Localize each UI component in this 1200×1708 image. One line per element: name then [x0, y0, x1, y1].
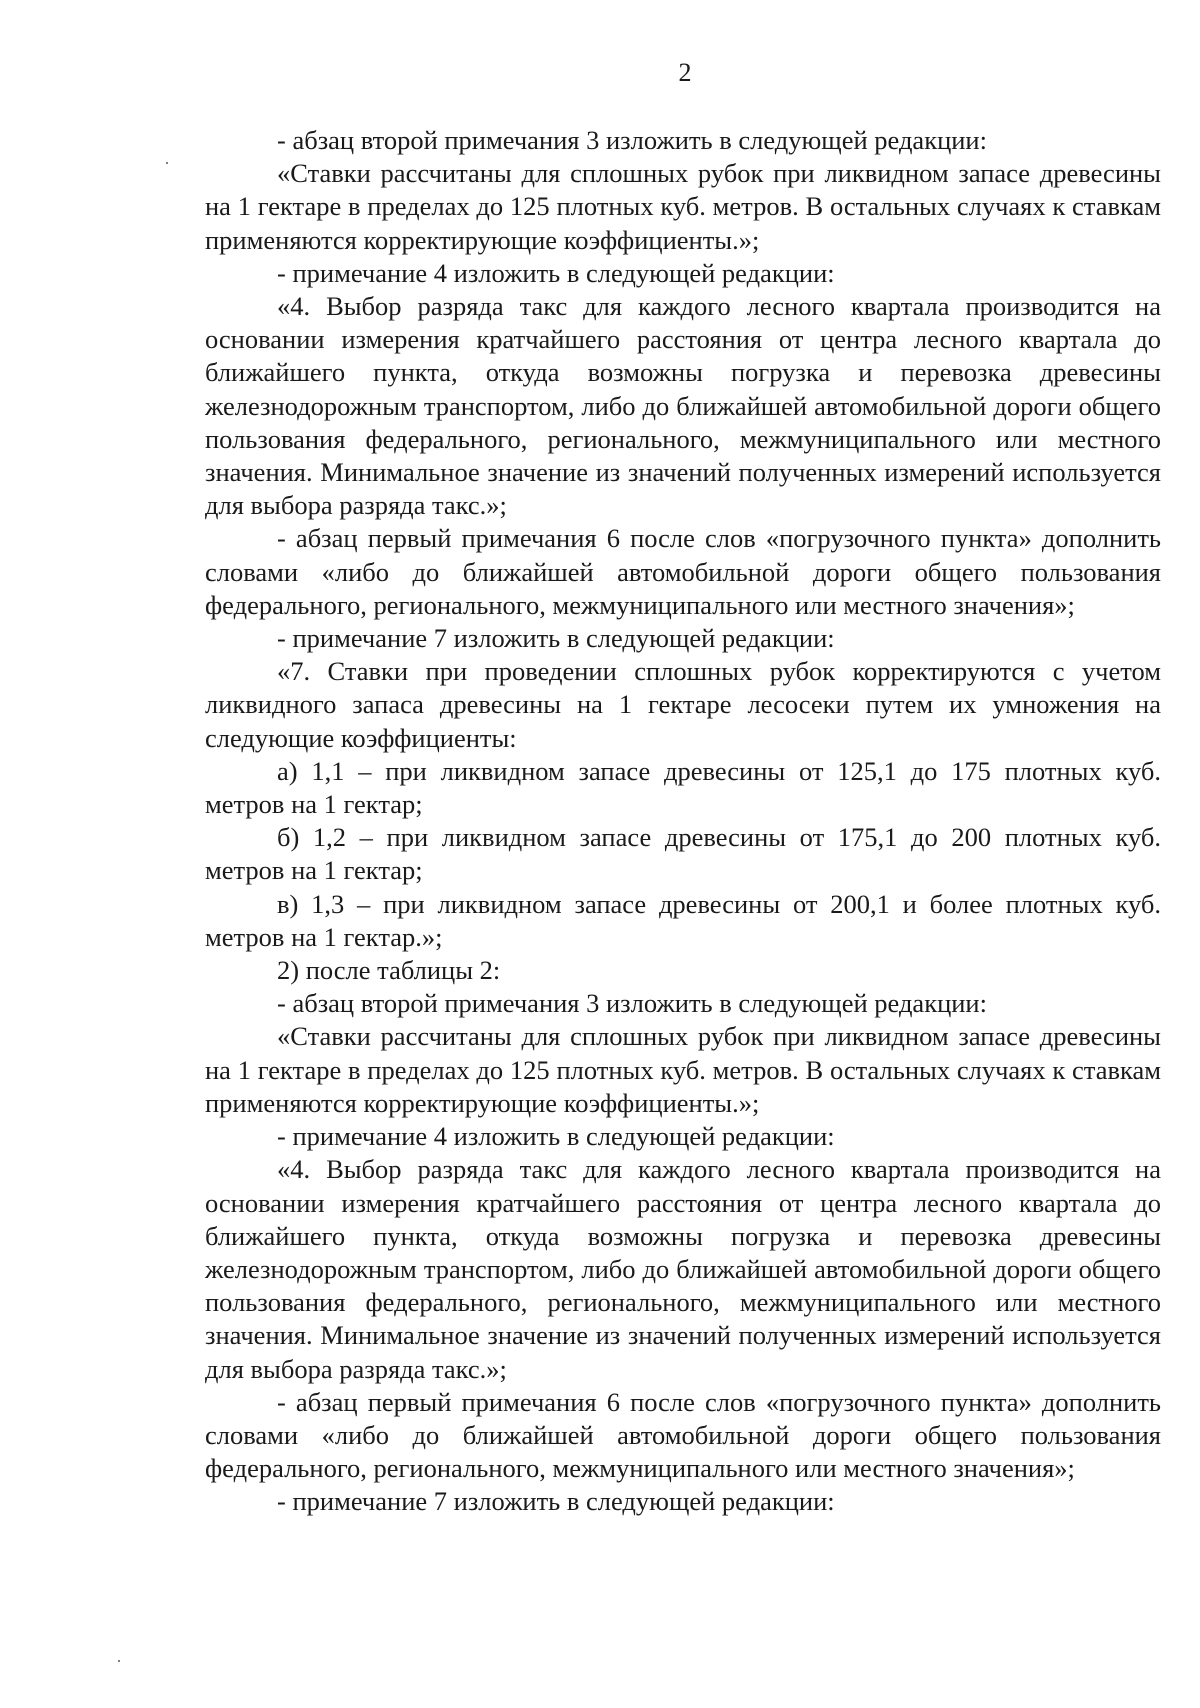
paragraph: - примечание 4 изложить в следующей редакции:	[277, 1121, 835, 1152]
paragraph: - примечание 4 изложить в следующей редакции:	[277, 257, 835, 288]
paragraph: «7. Ставки при проведении сплошных рубок корректируются с учетом ликвидного запаса древесины на 1 гектаре лесосеки путем их умножения на следующие коэффициенты:	[205, 656, 1161, 753]
paragraph: - примечание 7 изложить в следующей редакции:	[277, 1486, 835, 1517]
scan-speck	[166, 162, 168, 164]
scan-speck	[118, 1660, 120, 1662]
paragraph: «Ставки рассчитаны для сплошных рубок при ликвидном запасе древесины на 1 гектаре в пределах до 125 плотных куб. метров. В остальных случаях к ставкам применяются корректирующие коэффициенты.»;	[205, 158, 1161, 255]
paragraph: б) 1,2 – при ликвидном запасе древесины от 175,1 до 200 плотных куб. метров на 1 гектар;	[205, 822, 1161, 886]
paragraph: «4. Выбор разряда такс для каждого лесного квартала производится на основании измерения кратчайшего расстояния от центра лесного квартала до ближайшего пункта, откуда возможны погрузка и перевозка древесины железнодорожным транспортом, либо до ближайшей автомобильной дороги общего пользования федерального, регионального, межмуниципального или местного значения. Минимальное значение из значений полученных измерений используется для выбора разряда такс.»;	[205, 291, 1161, 521]
paragraph: «Ставки рассчитаны для сплошных рубок при ликвидном запасе древесины на 1 гектаре в пределах до 125 плотных куб. метров. В остальных случаях к ставкам применяются корректирующие коэффициенты.»;	[205, 1021, 1161, 1118]
paragraph: в) 1,3 – при ликвидном запасе древесины от 200,1 и более плотных куб. метров на 1 гектар.»;	[205, 888, 1161, 952]
page-number: 2	[678, 58, 692, 87]
paragraph: а) 1,1 – при ликвидном запасе древесины от 125,1 до 175 плотных куб. метров на 1 гектар;	[205, 755, 1161, 820]
paragraph: - примечание 7 изложить в следующей редакции:	[277, 623, 835, 654]
paragraph: - абзац второй примечания 3 изложить в следующей редакции:	[277, 988, 987, 1019]
paragraph: 2) после таблицы 2:	[277, 955, 501, 986]
paragraph: «4. Выбор разряда такс для каждого лесного квартала производится на основании измерения кратчайшего расстояния от центра лесного квартала до ближайшего пункта, откуда возможны погрузка и перевозка древесины железнодорожным транспортом, либо до ближайшей автомобильной дороги общего пользования федерального, регионального, межмуниципального или местного значения. Минимальное значение из значений полученных измерений используется для выбора разряда такс.»;	[205, 1154, 1161, 1384]
paragraph: - абзац первый примечания 6 после слов «погрузочного пункта» дополнить словами «либо до ближайшей автомобильной дороги общего пользования федерального, регионального, межмуниципального или местного значения»;	[205, 523, 1161, 620]
paragraph: - абзац первый примечания 6 после слов «погрузочного пункта» дополнить словами «либо до ближайшей автомобильной дороги общего пользования федерального, регионального, межмуниципального или местного значения»;	[205, 1386, 1161, 1484]
document-body	[205, 124, 1161, 1519]
paragraph: - абзац второй примечания 3 изложить в следующей редакции:	[277, 125, 987, 155]
